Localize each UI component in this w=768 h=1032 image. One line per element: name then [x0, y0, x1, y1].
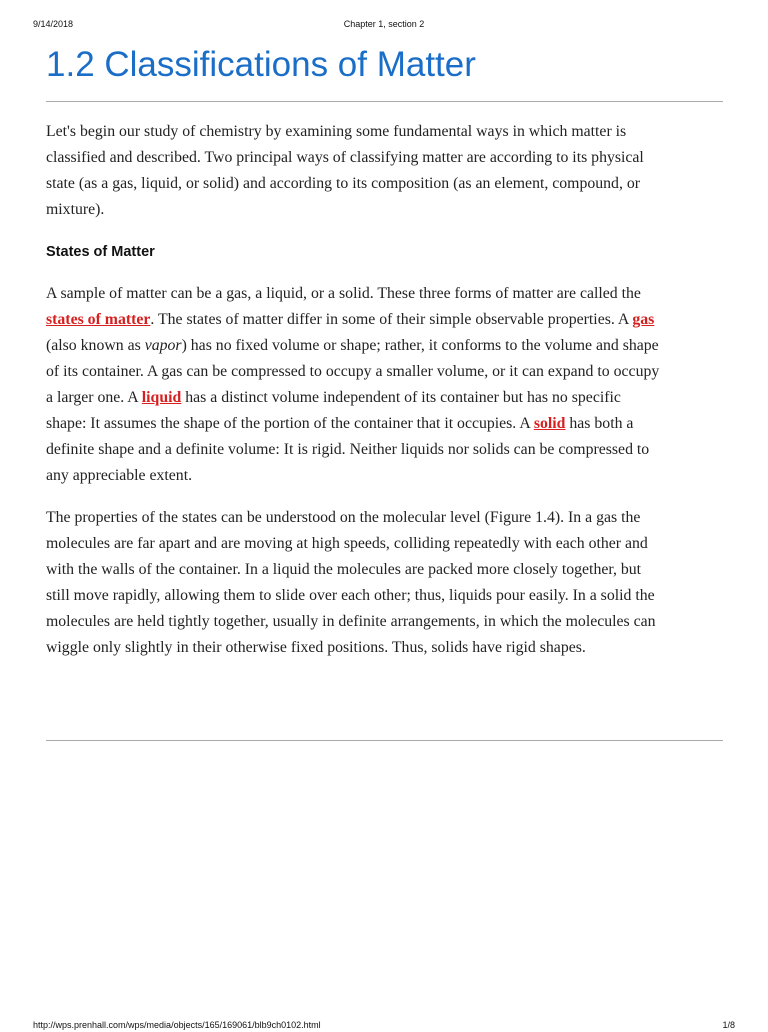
page-number: 1/8: [722, 1020, 735, 1030]
source-url: http://wps.prenhall.com/wps/media/objects/165/169061/blb9ch0102.html: [33, 1020, 321, 1030]
print-footer: [0, 1020, 768, 1032]
text-run: has both a definite shape and a definite volume: It is rigid. Neither liquids nor solids can be compressed to any appreciable extent.: [46, 415, 650, 484]
title-divider: [46, 101, 723, 102]
molecular-level-paragraph: The properties of the states can be understood on the molecular level (Figure 1.4). In a gas the molecules are far apart and are moving at high speeds, colliding repeatedly with each other and with the walls of the container. In a liquid the molecules are packed more closely together, but still move rapidly, allowing them to slide over each other; thus, liquids pour easily. In a solid the molecules are held tightly together, usually in definite arrangements, in which the molecules can wiggle only slightly in their otherwise fixed positions. Thus, solids have rigid shapes.: [46, 509, 656, 656]
intro-paragraph: Let's begin our study of chemistry by examining some fundamental ways in which matter is classified and described. Two principal ways of classifying matter are according to its physical state (as a gas, liquid, or solid) and according to its composition (as an element, compound, or mixture).: [46, 123, 644, 218]
text-run: . The states of matter differ in some of their simple observable properties. A: [150, 311, 633, 328]
text-run: ) has no fixed volume or shape; rather, it conforms to the volume and shape of its container. A gas can be compressed to occupy a smaller volume, or it can expand to occupy a larger one. A: [46, 337, 660, 406]
glossary-link-liquid[interactable]: liquid: [141, 389, 182, 406]
print-title: Chapter 1, section 2: [343, 19, 425, 29]
states-paragraph: [46, 281, 661, 489]
article-body: [46, 119, 661, 677]
text-run: (also known as: [46, 337, 145, 354]
page-title: 1.2 Classifications of Matter: [46, 45, 476, 84]
glossary-link-states-of-matter[interactable]: states of matter: [46, 311, 151, 328]
print-header: [0, 19, 768, 31]
glossary-link-solid[interactable]: solid: [533, 415, 566, 432]
text-run: A sample of matter can be a gas, a liquid, or a solid. These three forms of matter are called the: [46, 285, 641, 302]
emphasis-vapor: vapor: [144, 337, 182, 354]
glossary-link-gas[interactable]: gas: [632, 311, 655, 328]
section-heading-states-of-matter: States of Matter: [46, 244, 155, 260]
print-date: 9/14/2018: [33, 19, 74, 29]
text-run: has a distinct volume independent of its container but has no specific shape: It assumes the shape of the portion of the container that it occupies. A: [46, 389, 621, 432]
section-end-divider: [46, 740, 723, 741]
